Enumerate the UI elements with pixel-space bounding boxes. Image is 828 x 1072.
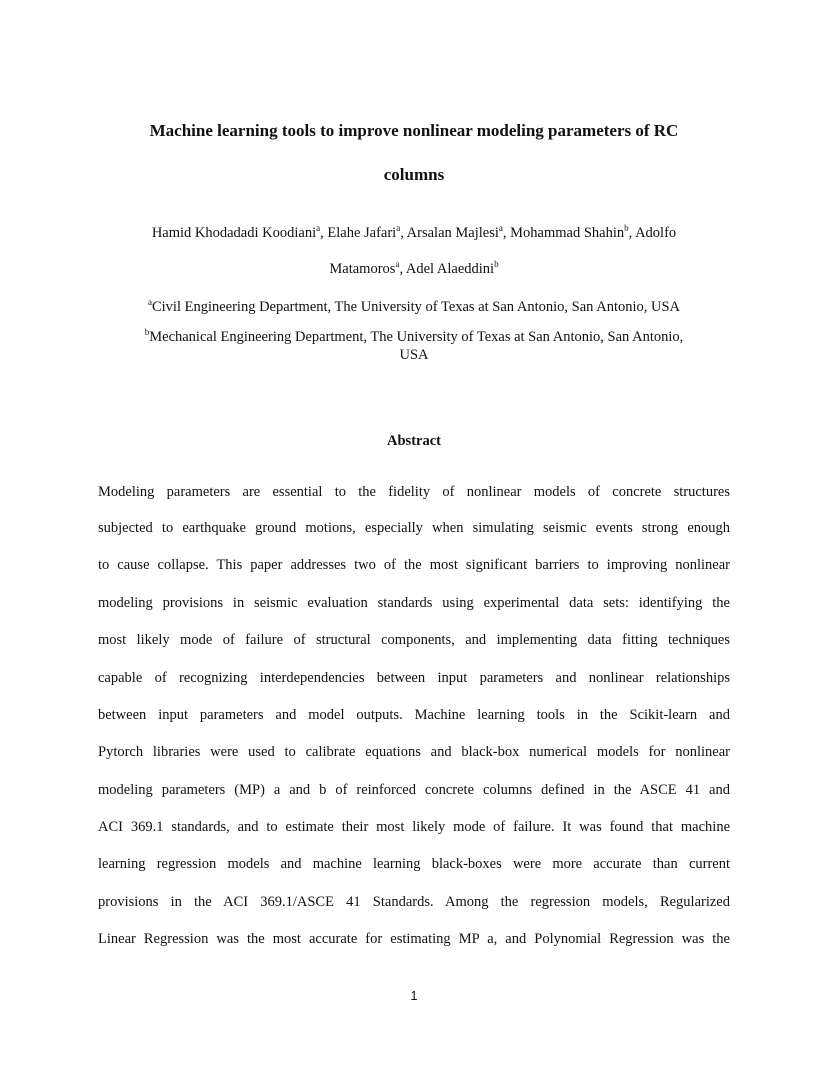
author-name: Adel Alaeddini (405, 261, 495, 277)
author-name: Arsalan Majlesi (406, 225, 499, 241)
abstract-line: modeling provisions in seismic evaluation standards using experimental data sets: identifying the (98, 595, 730, 611)
affiliation-b (92, 328, 736, 364)
abstract-line: Modeling parameters are essential to the fidelity of nonlinear models of concrete structures (98, 484, 730, 500)
author-affiliation-mark: a (498, 223, 503, 234)
author-affiliation-mark: a (395, 259, 400, 270)
paper-title-line-1: Machine learning tools to improve nonlinear modeling parameters of RC (149, 121, 679, 140)
author-name-part: Adolfo (635, 225, 677, 241)
author-list-line-1: Hamid Khodadadi Koodiani$^a$, Elahe Jafari$^a$, Arsalan Majlesi$^a$, Mohammad Shahin$^b$, Adolfo (151, 223, 677, 241)
author-name: Hamid Khodadadi Koodiani (151, 225, 317, 241)
paper-title-line-2: columns (383, 165, 445, 184)
abstract-line: learning regression models and machine learning black-boxes were more accurate than current (98, 856, 730, 872)
abstract-line: provisions in the ACI 369.1/ASCE 41 Standards. Among the regression models, Regularized (98, 894, 730, 910)
abstract-line: most likely mode of failure of structural components, and implementing data fitting techniques (98, 632, 730, 648)
author-affiliation-mark: a (396, 223, 401, 234)
author-affiliation-mark: b (494, 259, 499, 270)
abstract-line: modeling parameters (MP) a and b of reinforced concrete columns defined in the ASCE 41 and (98, 782, 730, 798)
affiliation-a (92, 298, 736, 316)
affiliation-text: Mechanical Engineering Department, The University of Texas at San Antonio, San Antonio, (149, 329, 684, 345)
abstract-line: subjected to earthquake ground motions, especially when simulating seismic events strong enough (98, 520, 730, 536)
abstract-line: ACI 369.1 standards, and to estimate their most likely mode of failure. It was found that machine (98, 819, 730, 835)
page-number: 1 (410, 988, 418, 1003)
abstract-line: between input parameters and model outputs. Machine learning tools in the Scikit-learn and (98, 707, 730, 723)
author-list-line-2: Matamoros$^a$, Adel Alaeddini$^b$ (329, 259, 499, 277)
abstract-heading: Abstract (387, 433, 441, 450)
abstract-line: Pytorch libraries were used to calibrate equations and black-box numerical models for nonlinear (98, 744, 730, 760)
affiliation-text: Civil Engineering Department, The University of Texas at San Antonio, San Antonio, USA (151, 299, 681, 315)
abstract-line: Linear Regression was the most accurate for estimating MP a, and Polynomial Regression was the (98, 931, 730, 947)
author-name: Elahe Jafari (327, 225, 397, 241)
affiliation-mark: a (147, 297, 152, 308)
author-affiliation-mark: b (624, 223, 629, 234)
abstract-line: capable of recognizing interdependencies between input parameters and nonlinear relationships (98, 670, 730, 686)
affiliation-text: USA (399, 347, 429, 363)
author-affiliation-mark: a (316, 223, 321, 234)
author-name: Mohammad Shahin (510, 225, 625, 241)
author-name-part: Matamoros (329, 261, 396, 277)
abstract-line: to cause collapse. This paper addresses two of the most significant barriers to improving nonlinear (98, 557, 730, 573)
affiliation-mark: b (144, 327, 150, 338)
